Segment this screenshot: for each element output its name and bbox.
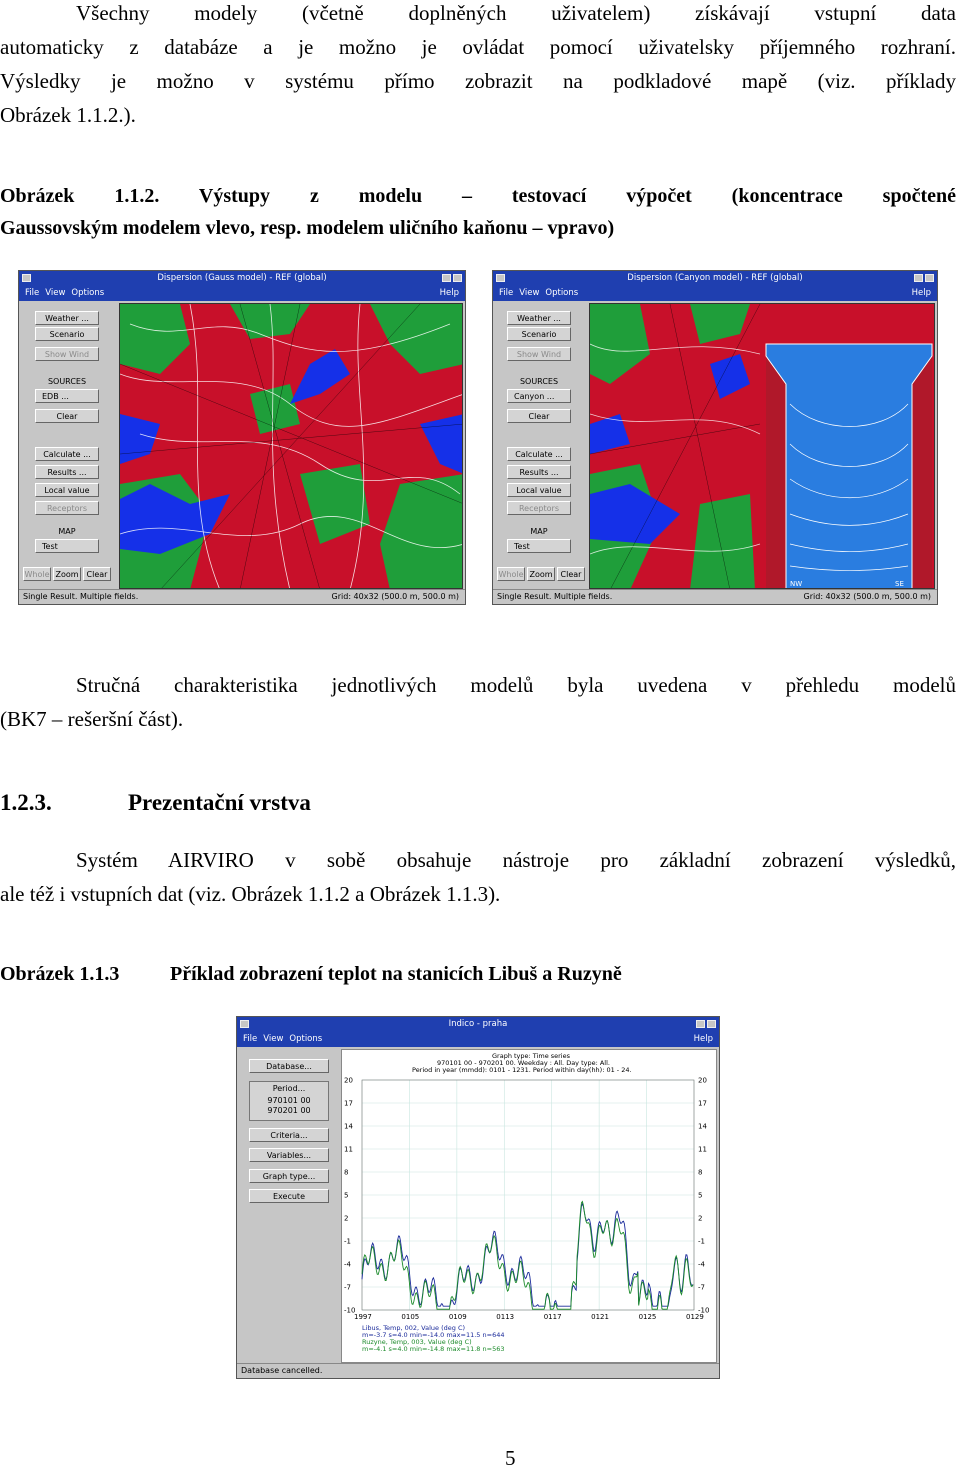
zoom-button[interactable]: Zoom bbox=[53, 567, 81, 581]
canyon-nw-label: NW bbox=[790, 580, 803, 588]
menu-options[interactable]: Options bbox=[71, 288, 105, 298]
map-label: MAP bbox=[530, 527, 548, 536]
zoom-clear-button[interactable]: Clear bbox=[557, 567, 585, 581]
local-value-button[interactable]: Local value bbox=[35, 483, 99, 497]
y-tick-label-left: -7 bbox=[344, 1283, 351, 1292]
zoom-button[interactable]: Zoom bbox=[527, 567, 555, 581]
show-wind-button[interactable]: Show Wind bbox=[35, 347, 99, 361]
receptors-button[interactable]: Receptors bbox=[35, 501, 99, 515]
zoom-clear-button[interactable]: Clear bbox=[83, 567, 111, 581]
results-button[interactable]: Results ... bbox=[35, 465, 99, 479]
window-title-bar bbox=[237, 1017, 719, 1032]
y-tick-label-left: 11 bbox=[344, 1145, 353, 1154]
series-libus-line bbox=[362, 1204, 693, 1306]
y-axis-ticks bbox=[344, 1077, 709, 1315]
receptors-button[interactable]: Receptors bbox=[507, 501, 571, 515]
scenario-button[interactable]: Scenario bbox=[35, 327, 99, 341]
canyon-se-label: SE bbox=[895, 580, 904, 588]
grid-info: Grid: 40x32 (500.0 m, 500.0 m) bbox=[803, 592, 931, 601]
page-number: 5 bbox=[505, 1446, 516, 1470]
y-tick-label-left: 20 bbox=[344, 1076, 353, 1085]
y-tick-label-right: -10 bbox=[698, 1306, 710, 1315]
graph-header-line-3: Period in year (mmdd): 0101 - 1231. Period within day(hh): 01 - 24. bbox=[412, 1066, 632, 1074]
grid-info: Grid: 40x32 (500.0 m, 500.0 m) bbox=[331, 592, 459, 601]
y-tick-label-left: 2 bbox=[344, 1214, 349, 1223]
section-number: 1.2.3. bbox=[0, 790, 52, 815]
map-label: MAP bbox=[58, 527, 76, 536]
menu-bar bbox=[493, 286, 937, 301]
y-tick-label-left: 17 bbox=[344, 1099, 353, 1108]
y-tick-label-left: -1 bbox=[344, 1237, 351, 1246]
status-text: Single Result. Multiple fields. bbox=[497, 592, 613, 601]
menu-help[interactable]: Help bbox=[439, 288, 459, 298]
sources-label: SOURCES bbox=[47, 377, 87, 386]
graph-header-line-2: 970101 00 - 970201 00. Weekday : All. Day type: All. bbox=[437, 1059, 610, 1067]
show-wind-button[interactable]: Show Wind bbox=[507, 347, 571, 361]
legend-ruzyne-stats: m=-4.1 s=4.0 min=-14.8 max=11.8 n=563 bbox=[362, 1345, 505, 1353]
local-value-button[interactable]: Local value bbox=[507, 483, 571, 497]
database-button[interactable]: Database... bbox=[249, 1059, 329, 1073]
y-tick-label-left: -10 bbox=[344, 1306, 356, 1315]
y-tick-label-right: -4 bbox=[698, 1260, 705, 1269]
calculate-button[interactable]: Calculate ... bbox=[35, 447, 99, 461]
status-text: Single Result. Multiple fields. bbox=[23, 592, 139, 601]
sources-select[interactable]: EDB ... bbox=[35, 389, 99, 403]
x-tick-label: 0117 bbox=[543, 1313, 562, 1321]
weather-button[interactable]: Weather ... bbox=[507, 311, 571, 325]
window-menu-icon[interactable] bbox=[22, 274, 31, 282]
window-title: Dispersion (Gauss model) - REF (global) bbox=[157, 273, 327, 283]
weather-button[interactable]: Weather ... bbox=[35, 311, 99, 325]
para3-line-2: ale též i vstupních dat (viz. Obrázek 1.1.2 a Obrázek 1.1.3). bbox=[0, 882, 501, 906]
period-button[interactable]: Period... bbox=[272, 1084, 306, 1093]
y-tick-label-right: 5 bbox=[698, 1191, 703, 1200]
section-title: Prezentační vrstva bbox=[128, 790, 311, 815]
para2-line-1: Stručná charakteristika jednotlivých modelů byla uvedena v přehledu modelů bbox=[76, 673, 956, 697]
y-tick-label-right: 20 bbox=[698, 1076, 707, 1085]
legend-libus-stats: m=-3.7 s=4.0 min=-14.0 max=11.5 n=644 bbox=[362, 1331, 505, 1339]
legend-libus: Libus, Temp, 002, Value (deg C) bbox=[362, 1324, 466, 1332]
menu-file[interactable]: File bbox=[25, 288, 40, 298]
figure-112-caption-line-2: Gaussovským modelem vlevo, resp. modelem uličního kaňonu – vpravo) bbox=[0, 217, 615, 239]
results-button[interactable]: Results ... bbox=[507, 465, 571, 479]
time-series-chart bbox=[342, 1050, 717, 1363]
menu-bar bbox=[237, 1032, 719, 1047]
menu-file[interactable]: File bbox=[243, 1034, 258, 1044]
graph-header-line-1: Graph type: Time series bbox=[492, 1052, 571, 1060]
chart-grid bbox=[362, 1080, 694, 1310]
maximize-icon[interactable] bbox=[925, 274, 934, 282]
menu-options[interactable]: Options bbox=[545, 288, 579, 298]
period-box[interactable] bbox=[249, 1081, 329, 1121]
indico-window bbox=[236, 1016, 720, 1379]
intro-line-2: automaticky z databáze a je možno je ovládat pomocí uživatelsky příjemného rozhraní. bbox=[0, 35, 956, 59]
calculate-button[interactable]: Calculate ... bbox=[507, 447, 571, 461]
window-title-bar bbox=[19, 271, 465, 286]
y-tick-label-left: 14 bbox=[344, 1122, 353, 1131]
menu-options[interactable]: Options bbox=[289, 1034, 323, 1044]
period-end: 970201 00 bbox=[267, 1106, 311, 1115]
figure-113-caption-number: Obrázek 1.1.3 bbox=[0, 963, 120, 985]
gauss-model-window bbox=[18, 270, 466, 605]
status-text: Database cancelled. bbox=[241, 1366, 323, 1375]
menu-file[interactable]: File bbox=[499, 288, 514, 298]
x-tick-label: 0129 bbox=[686, 1313, 704, 1321]
menu-view[interactable]: View bbox=[45, 288, 66, 298]
clear-button[interactable]: Clear bbox=[35, 409, 99, 423]
y-tick-label-right: 17 bbox=[698, 1099, 707, 1108]
x-tick-label: 0109 bbox=[448, 1313, 467, 1321]
canyon-map-graphic bbox=[590, 304, 935, 589]
y-tick-label-left: 8 bbox=[344, 1168, 349, 1177]
x-tick-label: 1997 bbox=[354, 1313, 372, 1321]
window-title: Dispersion (Canyon model) - REF (global) bbox=[627, 273, 803, 283]
clear-button[interactable]: Clear bbox=[507, 409, 571, 423]
whole-button[interactable]: Whole bbox=[23, 567, 51, 581]
control-panel bbox=[23, 305, 117, 589]
scenario-button[interactable]: Scenario bbox=[507, 327, 571, 341]
legend-ruzyne: Ruzyne, Temp, 003, Value (deg C) bbox=[362, 1338, 472, 1346]
control-panel bbox=[497, 305, 591, 589]
x-tick-label: 0125 bbox=[638, 1313, 657, 1321]
status-bar bbox=[19, 589, 465, 604]
canyon-model-window bbox=[492, 270, 938, 605]
minimize-icon[interactable] bbox=[442, 274, 451, 282]
window-menu-icon[interactable] bbox=[240, 1020, 249, 1028]
para3-line-1: Systém AIRVIRO v sobě obsahuje nástroje pro základní zobrazení výsledků, bbox=[76, 848, 956, 872]
intro-line-3: Výsledky je možno v systému přímo zobrazit na podkladové mapě (viz. příklady bbox=[0, 69, 956, 93]
minimize-icon[interactable] bbox=[696, 1020, 705, 1028]
criteria-button[interactable]: Criteria... bbox=[249, 1128, 329, 1142]
map-select[interactable]: Test bbox=[507, 539, 571, 553]
y-tick-label-right: 14 bbox=[698, 1122, 707, 1131]
y-tick-label-right: 2 bbox=[698, 1214, 703, 1223]
y-tick-label-right: -1 bbox=[698, 1237, 705, 1246]
whole-button[interactable]: Whole bbox=[497, 567, 525, 581]
minimize-icon[interactable] bbox=[914, 274, 923, 282]
x-tick-label: 0121 bbox=[591, 1313, 609, 1321]
status-bar bbox=[237, 1363, 719, 1378]
sources-label: SOURCES bbox=[519, 377, 559, 386]
map-green-area bbox=[690, 494, 755, 589]
indico-control-panel bbox=[241, 1051, 337, 1351]
x-axis-ticks bbox=[354, 1313, 704, 1321]
figure-113-caption-text: Příklad zobrazení teplot na stanicích Libuš a Ruzyně bbox=[170, 963, 622, 985]
menu-help[interactable]: Help bbox=[693, 1034, 713, 1044]
menu-bar bbox=[19, 286, 465, 301]
window-title-bar bbox=[493, 271, 937, 286]
execute-button[interactable]: Execute bbox=[249, 1189, 329, 1203]
time-series-graph-area[interactable] bbox=[341, 1049, 717, 1363]
menu-help[interactable]: Help bbox=[911, 288, 931, 298]
y-tick-label-left: -4 bbox=[344, 1260, 351, 1269]
maximize-icon[interactable] bbox=[707, 1020, 716, 1028]
intro-line-1: Všechny modely (včetně doplněných uživatelem) získávají vstupní data bbox=[76, 1, 956, 25]
window-menu-icon[interactable] bbox=[496, 274, 505, 282]
map-select[interactable]: Test bbox=[35, 539, 99, 553]
x-tick-label: 0105 bbox=[401, 1313, 420, 1321]
period-start: 970101 00 bbox=[267, 1096, 311, 1105]
y-tick-label-left: 5 bbox=[344, 1191, 349, 1200]
window-title: Indico - praha bbox=[448, 1019, 508, 1029]
gauss-concentration-map[interactable] bbox=[119, 303, 463, 589]
status-bar bbox=[493, 589, 937, 604]
y-tick-label-right: 11 bbox=[698, 1145, 707, 1154]
canyon-concentration-map[interactable] bbox=[589, 303, 935, 589]
para2-line-2: (BK7 – rešeršní část). bbox=[0, 707, 184, 731]
gauss-map-graphic bbox=[120, 304, 463, 589]
intro-line-4: Obrázek 1.1.2.). bbox=[0, 103, 136, 127]
variables-button[interactable]: Variables... bbox=[249, 1148, 329, 1162]
figure-112-caption-line-1: Obrázek 1.1.2. Výstupy z modelu – testovací výpočet (koncentrace spočtené bbox=[0, 185, 956, 207]
sources-select[interactable]: Canyon ... bbox=[507, 389, 571, 403]
y-tick-label-right: -7 bbox=[698, 1283, 705, 1292]
menu-view[interactable]: View bbox=[263, 1034, 284, 1044]
y-tick-label-right: 8 bbox=[698, 1168, 703, 1177]
maximize-icon[interactable] bbox=[453, 274, 462, 282]
menu-view[interactable]: View bbox=[519, 288, 540, 298]
graph-type-button[interactable]: Graph type... bbox=[249, 1169, 329, 1183]
x-tick-label: 0113 bbox=[496, 1313, 515, 1321]
